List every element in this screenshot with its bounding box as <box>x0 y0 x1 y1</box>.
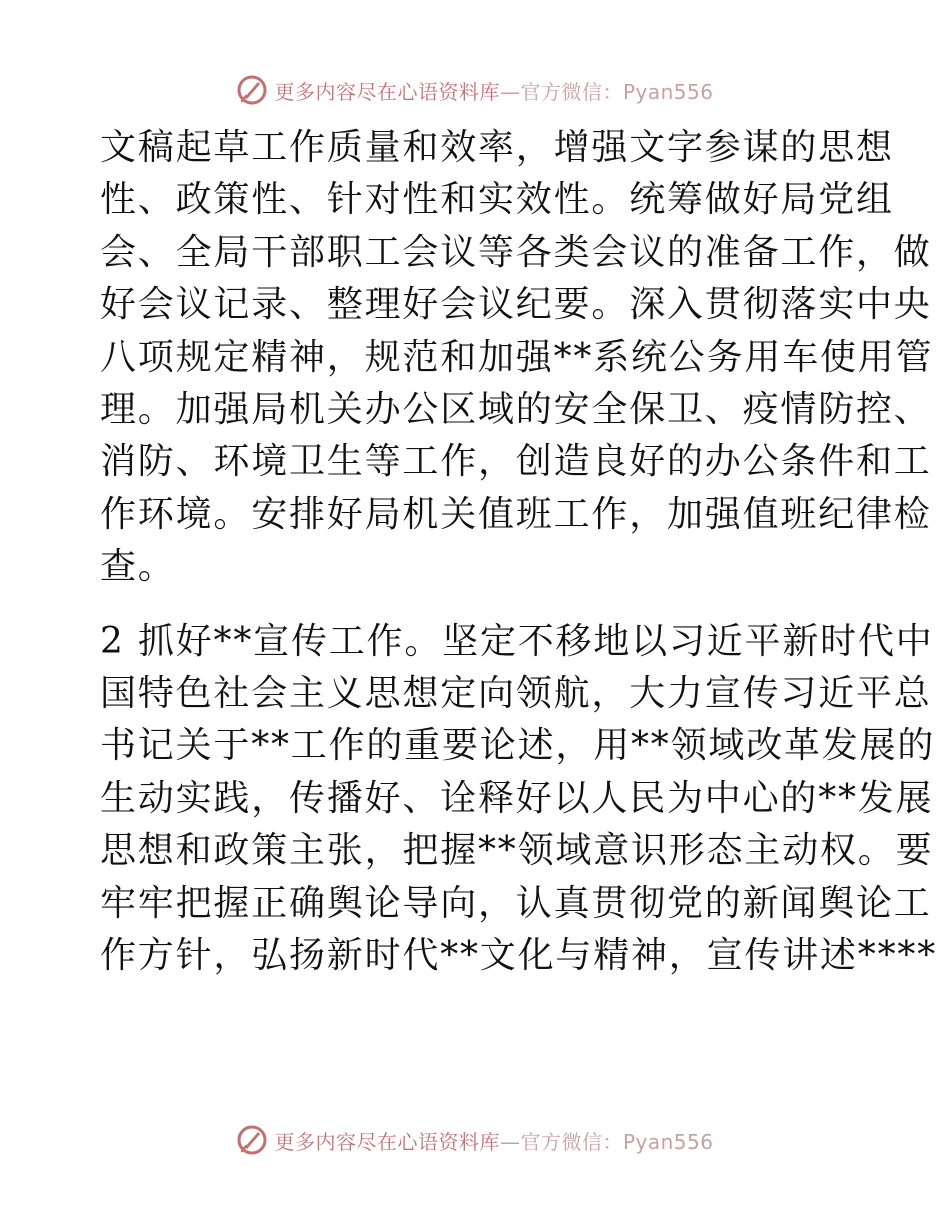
text-line: 会、全局干部职工会议等各类会议的准备工作，做 <box>100 231 932 273</box>
quill-logo-icon <box>236 74 268 106</box>
footer-watermark <box>0 1120 950 1160</box>
text-line: 性、政策性、针对性和实效性。统筹做好局党组 <box>100 179 894 221</box>
text-line: 思想和政策主张，把握**领域意识形态主动权。要 <box>100 830 934 872</box>
footer-watermark-main: 更多内容尽在心语资料库 <box>274 1129 500 1154</box>
text-line: 牢牢把握正确舆论导向，认真贯彻党的新闻舆论工 <box>100 882 932 924</box>
text-line: 好会议记录、整理好会议纪要。深入贯彻落实中央 <box>100 284 932 326</box>
footer-watermark-text <box>274 1126 713 1155</box>
header-watermark-main: 更多内容尽在心语资料库 <box>274 79 500 104</box>
document-body <box>100 122 937 983</box>
header-watermark-sub: —官方微信：Pyan556 <box>499 79 714 104</box>
text-line: 文稿起草工作质量和效率，增强文字参谋的思想 <box>100 127 894 168</box>
text-line: 理。加强局机关办公区域的安全保卫、疫情防控、 <box>100 389 932 431</box>
footer-watermark-sub: —官方微信：Pyan556 <box>499 1129 714 1154</box>
paragraph-1 <box>100 122 934 594</box>
text-line: 书记关于**工作的重要论述，用**领域改革发展的 <box>100 725 936 767</box>
text-line: 作环境。安排好局机关值班工作，加强值班纪律检 <box>100 493 932 535</box>
text-line: 作方针，弘扬新时代**文化与精神，宣传讲述**** <box>100 935 937 977</box>
text-line: 2 抓好**宣传工作。坚定不移地以习近平新时代中 <box>100 620 934 662</box>
header-watermark <box>0 70 950 110</box>
text-line: 生动实践，传播好、诠释好以人民为中心的**发展 <box>100 777 934 819</box>
quill-logo-icon <box>236 1124 268 1156</box>
text-line: 八项规定精神，规范和加强**系统公务用车使用管 <box>100 336 934 378</box>
paragraph-2 <box>100 616 937 983</box>
header-watermark-text <box>274 76 713 105</box>
text-line: 查。 <box>100 546 176 588</box>
text-line: 国特色社会主义思想定向领航，大力宣传习近平总 <box>100 673 932 715</box>
text-line: 消防、环境卫生等工作，创造良好的办公条件和工 <box>100 441 932 483</box>
